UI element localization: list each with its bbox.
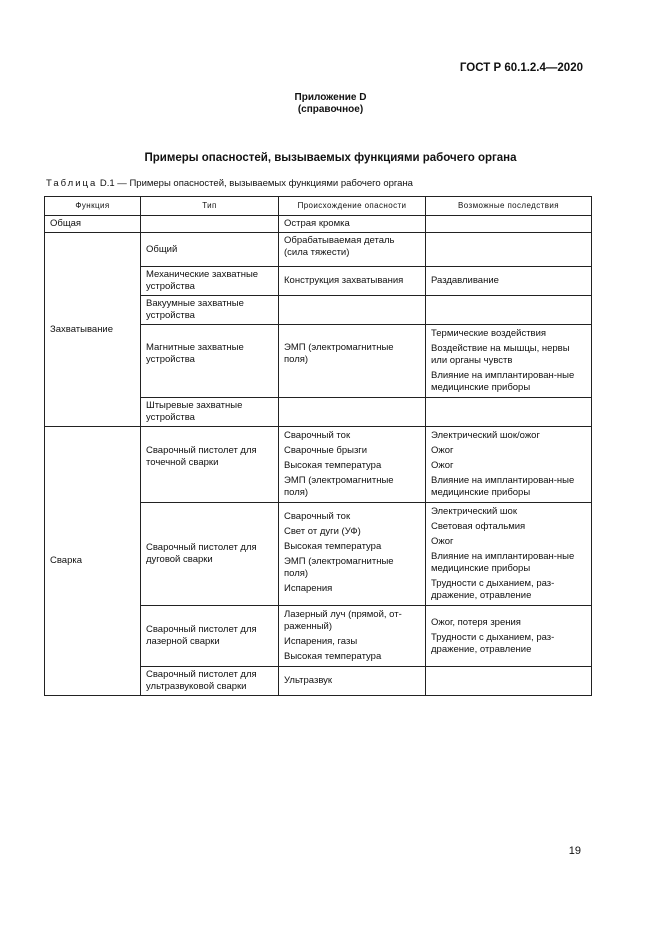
origin-line: Сварочный ток — [284, 511, 351, 522]
consequence-line: Ожог — [431, 536, 454, 547]
cell-type: Вакуумные захватные устройства — [141, 296, 279, 325]
standard-number: ГОСТ Р 60.1.2.4—2020 — [459, 62, 583, 74]
consequence-line: Ожог, потеря зрения — [431, 616, 521, 628]
cell-origin — [279, 503, 426, 606]
appendix-title: Приложение D — [294, 92, 367, 103]
cell-type — [141, 216, 279, 233]
cell-type: Механические захватные устройства — [141, 267, 279, 296]
cell-consequence — [426, 503, 592, 606]
consequence-line: Влияние на имплантирован-ные медицинские приборы — [431, 370, 575, 393]
consequence-line: Термические воздействия — [431, 328, 547, 339]
cell-origin — [279, 398, 426, 427]
cell-origin: Обрабатываемая деталь (сила тяжести) — [279, 233, 426, 267]
col-header-origin: Происхождение опасности — [279, 197, 426, 216]
origin-line: ЭМП (электромагнитные поля) — [284, 556, 394, 579]
cell-origin: ЭМП (электромагнитные поля) — [279, 325, 426, 398]
cell-consequence — [426, 667, 592, 696]
origin-line: Сварочный ток — [284, 430, 351, 441]
cell-origin — [279, 427, 426, 503]
cell-consequence — [426, 398, 592, 427]
col-header-function: Функция — [45, 197, 141, 216]
consequence-line: Электрический шок/ожог — [431, 430, 540, 441]
cell-consequence — [426, 233, 592, 267]
cell-function: Сварка — [45, 427, 141, 696]
consequence-line: Ожог — [431, 460, 454, 471]
origin-line: Высокая температура — [284, 541, 382, 552]
cell-consequence — [426, 606, 592, 667]
consequence-line: Влияние на имплантирован-ные медицинские приборы — [431, 551, 575, 574]
cell-origin: Острая кромка — [279, 216, 426, 233]
cell-type: Сварочный пистолет для лазерной сварки — [141, 606, 279, 667]
table-row — [45, 427, 592, 503]
hazards-table — [44, 196, 592, 696]
consequence-line: Ожог — [431, 445, 454, 456]
origin-line: Высокая температура — [284, 651, 382, 662]
cell-type: Сварочный пистолет для ультразвуковой сварки — [141, 667, 279, 696]
origin-line: Свет от дуги (УФ) — [284, 526, 361, 537]
appendix-heading — [0, 92, 661, 116]
consequence-line: Трудности с дыханием, раз-дражение, отравление — [431, 631, 555, 655]
cell-origin — [279, 606, 426, 667]
cell-consequence — [426, 296, 592, 325]
origin-line: Сварочные брызги — [284, 445, 368, 456]
table-header-row — [45, 197, 592, 216]
cell-type: Магнитные захватные устройства — [141, 325, 279, 398]
table-caption-label: Таблица — [46, 178, 98, 189]
table-caption — [46, 178, 413, 189]
col-header-type: Тип — [141, 197, 279, 216]
origin-line: Испарения, газы — [284, 636, 358, 647]
col-header-consequences: Возможные последствия — [426, 197, 592, 216]
cell-function: Общая — [45, 216, 141, 233]
cell-origin: Конструкция захватывания — [279, 267, 426, 296]
consequence-line: Световая офтальмия — [431, 521, 526, 532]
cell-consequence — [426, 216, 592, 233]
consequence-line: Влияние на имплантирован-ные медицинские приборы — [431, 475, 575, 498]
cell-type: Общий — [141, 233, 279, 267]
cell-consequence — [426, 427, 592, 503]
consequence-line: Электрический шок — [431, 506, 517, 517]
cell-type: Штыревые захватные устройства — [141, 398, 279, 427]
origin-line: Лазерный луч (прямой, от-раженный) — [284, 609, 402, 632]
section-heading: Примеры опасностей, вызываемых функциями рабочего органа — [144, 152, 517, 164]
cell-origin — [279, 296, 426, 325]
cell-type: Сварочный пистолет для дуговой сварки — [141, 503, 279, 606]
cell-origin: Ультразвук — [279, 667, 426, 696]
appendix-subtitle: (справочное) — [297, 104, 364, 115]
consequence-line: Трудности с дыханием, раз-дражение, отравление — [431, 578, 555, 601]
cell-consequence: Раздавливание — [426, 267, 592, 296]
page-number: 19 — [568, 845, 581, 857]
cell-function: Захватывание — [45, 233, 141, 427]
cell-type: Сварочный пистолет для точечной сварки — [141, 427, 279, 503]
origin-line: Высокая температура — [284, 460, 382, 471]
table-caption-text: D.1 — Примеры опасностей, вызываемых функциями рабочего органа — [97, 178, 413, 189]
table-row — [45, 216, 592, 233]
table-row — [45, 233, 592, 267]
origin-line: Испарения — [284, 583, 333, 594]
origin-line: ЭМП (электромагнитные поля) — [284, 475, 394, 498]
consequence-line: Воздействие на мышцы, нервы или органы чувств — [431, 343, 570, 366]
cell-consequence — [426, 325, 592, 398]
